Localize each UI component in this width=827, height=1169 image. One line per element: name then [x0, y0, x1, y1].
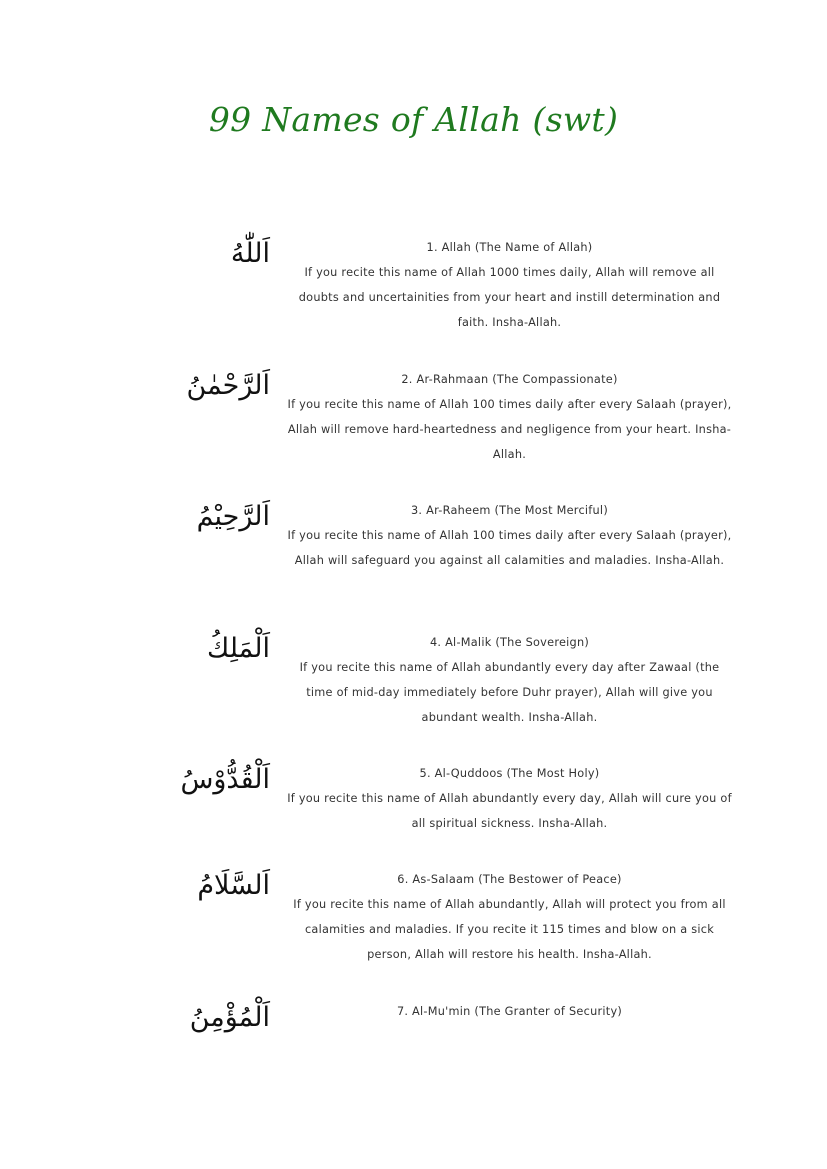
arabic-name: اَلْمُؤْمِنُ	[189, 1001, 270, 1033]
arabic-name: اَلْقُدُّوْسُ	[180, 764, 270, 795]
entry-heading: 5. Al-Quddoos (The Most Holy)	[419, 767, 600, 780]
entry-heading: 2. Ar-Rahmaan (The Compassionate)	[401, 372, 618, 386]
name-entry	[0, 996, 827, 1128]
entry-heading: 7. Al-Mu'min (The Granter of Security)	[396, 1004, 623, 1018]
name-entry	[0, 495, 827, 627]
entry-description: If you recite this name of Allah abundantly every day, Allah will cure you of all spiritual sickness. Insha-Allah.	[287, 792, 732, 830]
entry-text	[287, 761, 732, 836]
arabic-name: اَللّٰهُ	[230, 238, 270, 269]
entry-heading: 4. Al-Malik (The Sovereign)	[429, 635, 590, 649]
arabic-name: اَلرَّحْمٰنُ	[186, 369, 270, 401]
arabic-name: اَلسَّلَامُ	[197, 870, 270, 901]
entry-description: If you recite this name of Allah abundantly every day after Zawaal (the time of mid-day immediately before Duhr prayer), Allah will give you abundant wealth. Insha-Allah.	[299, 660, 720, 724]
entry-text	[287, 235, 732, 335]
entry-description: If you recite this name of Allah 100 times daily after every Salaah (prayer), Allah will safeguard you against all calamities and maladies. Insha-Allah.	[287, 529, 732, 567]
entry-text	[287, 630, 732, 730]
names-list	[0, 232, 827, 1127]
name-entry	[0, 758, 827, 864]
page-title: 99 Names of Allah (swt)	[208, 100, 619, 139]
entry-description: If you recite this name of Allah abundantly, Allah will protect you from all calamities and maladies. If you recite it 115 times and blow on a sick person, Allah will restore his health. Insha-Allah.	[293, 898, 726, 961]
entry-text	[287, 999, 732, 1024]
name-entry	[0, 627, 827, 759]
entry-text	[287, 367, 732, 467]
name-entry	[0, 364, 827, 496]
entry-description: If you recite this name of Allah 100 times daily after every Salaah (prayer), Allah will remove hard-heartedness and negligence from your heart. Insha-Allah.	[287, 397, 732, 461]
entry-heading: 3. Ar-Raheem (The Most Merciful)	[411, 504, 608, 517]
name-entry	[0, 232, 827, 364]
arabic-name: اَلرَّحِيْمُ	[196, 501, 270, 532]
entry-text	[287, 498, 732, 573]
name-entry	[0, 864, 827, 996]
entry-description: If you recite this name of Allah 1000 times daily, Allah will remove all doubts and uncertainities from your heart and instill determination and faith. Insha-Allah.	[298, 266, 721, 329]
entry-heading: 1. Allah (The Name of Allah)	[426, 241, 593, 254]
entry-heading: 6. As-Salaam (The Bestower of Peace)	[397, 873, 622, 886]
arabic-name: اَلْمَلِكُ	[206, 632, 270, 664]
entry-text	[287, 867, 732, 967]
